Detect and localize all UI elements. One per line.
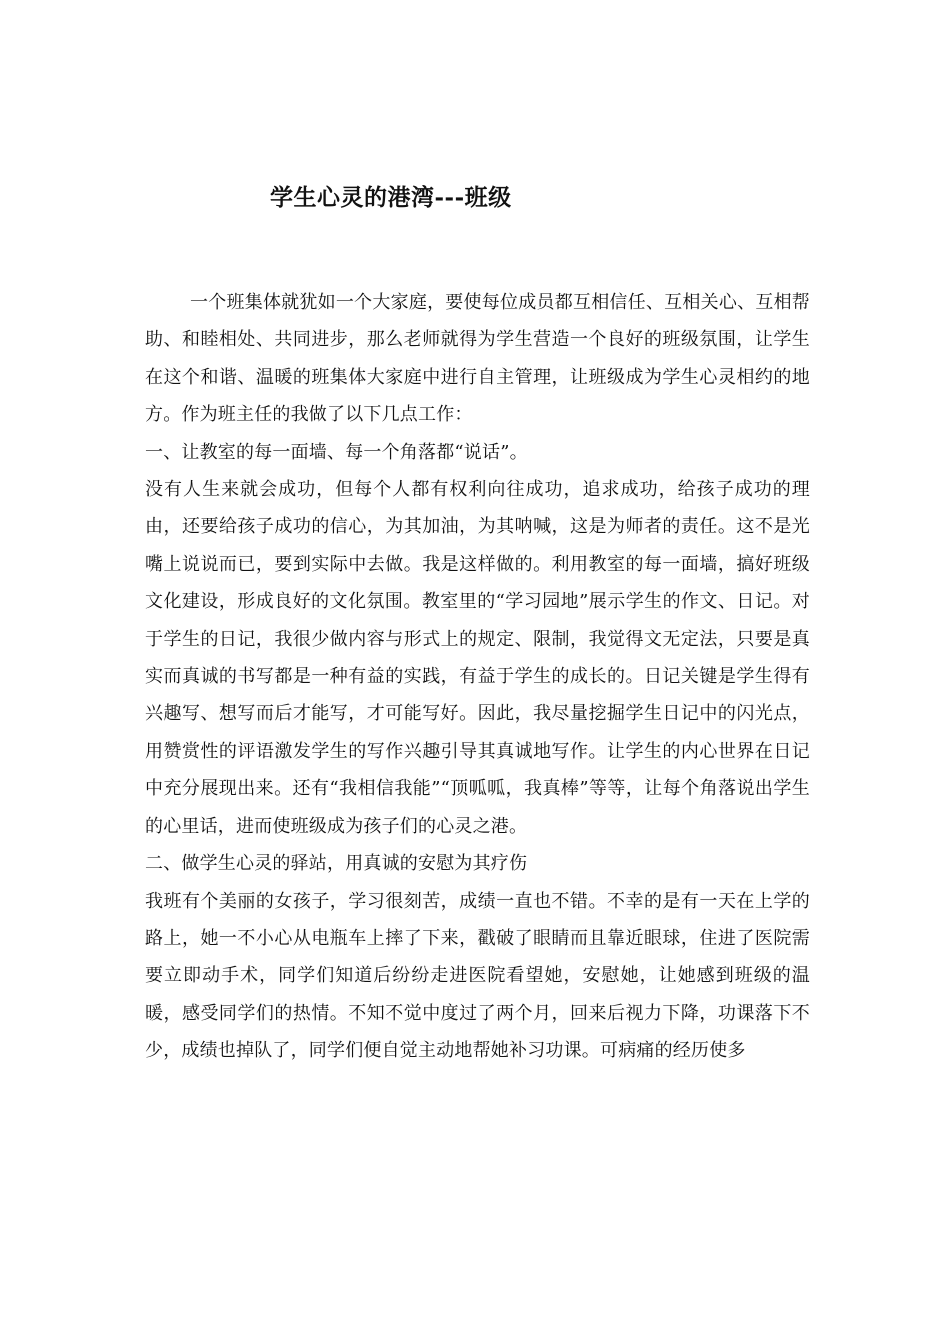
section-heading-2: 二、做学生心灵的驿站，用真诚的安慰为其疗伤 xyxy=(145,853,528,875)
section-2-paragraph: 我班有个美丽的女孩子，学习很刻苦，成绩一直也不错。不幸的是有一天在上学的路上，她一不小心从电瓶车上摔了下来，戳破了眼睛而且靠近眼球，住进了医院需要立即动手术，同学们知道后纷纷走进医院看望她，安慰她，让她感到班级的温暖，感受同学们的热情。不知不觉中度过了两个月，回来后视力下降，功课落下不少，成绩也掉队了，同学们便自觉主动地帮她补习功课。可病痛的经历使多 xyxy=(145,890,810,1062)
intro-paragraph: 一个班集体就犹如一个大家庭，要使每位成员都互相信任、互相关心、互相帮助、和睦相处、共同进步，那么老师就得为学生营造一个良好的班级氛围，让学生在这个和谐、温暖的班集体大家庭中进行自主管理，让班级成为学生心灵相约的地方。作为班主任的我做了以下几点工作： xyxy=(145,292,810,426)
document-body xyxy=(145,284,810,1070)
section-1-paragraph: 没有人生来就会成功，但每个人都有权利向往成功，追求成功，给孩子成功的理由，还要给孩子成功的信心，为其加油，为其呐喊，这是为师者的责任。这不是光嘴上说说而已，要到实际中去做。我是这样做的。利用教室的每一面墙，搞好班级文化建设，形成良好的文化氛围。教室里的“学习园地”展示学生的作文、日记。对于学生的日记，我很少做内容与形式上的规定、限制，我觉得文无定法，只要是真实而真诚的书写都是一种有益的实践，有益于学生的成长的。日记关键是学生得有兴趣写、想写而后才能写，才可能写好。因此，我尽量挖掘学生日记中的闪光点，用赞赏性的评语激发学生的写作兴趣引导其真诚地写作。让学生的内心世界在日记中充分展现出来。还有“我相信我能”“顶呱呱，我真棒”等等，让每个角落说出学生的心里话，进而使班级成为孩子们的心灵之港。 xyxy=(145,479,810,837)
document-title: 学生心灵的港湾---班级 xyxy=(270,184,512,211)
section-heading-1: 一、让教室的每一面墙、每一个角落都“说话”。 xyxy=(145,441,528,463)
